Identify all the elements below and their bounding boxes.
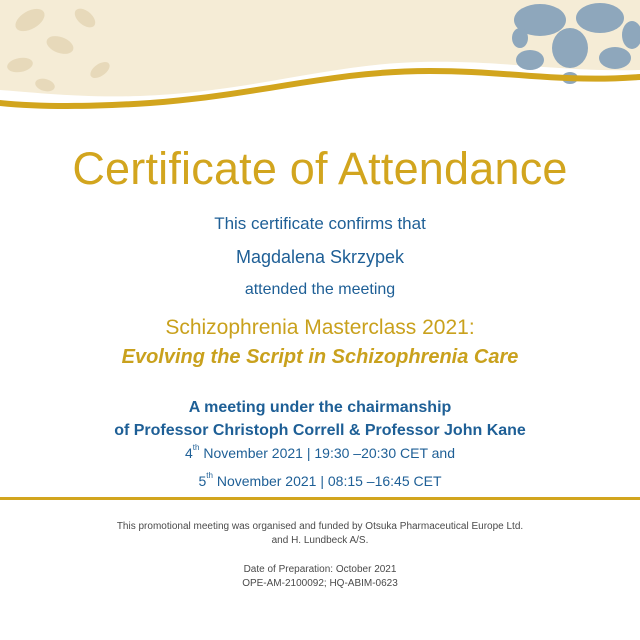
- preparation-info: [0, 563, 640, 591]
- date1-day: 4: [184, 445, 193, 461]
- funding-statement: [0, 520, 640, 548]
- date1-ordinal: th: [192, 443, 200, 452]
- funding-line-2: and H. Lundbeck A/S.: [271, 535, 369, 546]
- preparation-date: Date of Preparation: October 2021: [243, 564, 397, 575]
- chair-line-2: of Professor Christoph Correll & Professor John Kane: [114, 422, 526, 439]
- meeting-title: Schizophrenia Masterclass 2021:: [165, 316, 475, 339]
- meeting-date-2: [0, 473, 640, 489]
- date1-rest: November 2021 | 19:30 –20:30 CET and: [199, 445, 456, 461]
- date2-rest: November 2021 | 08:15 –16:45 CET: [212, 473, 442, 489]
- meeting-subtitle: Evolving the Script in Schizophrenia Care: [121, 346, 519, 368]
- certificate-title: Certificate of Attendance: [72, 143, 568, 194]
- header-decoration: [0, 0, 640, 125]
- date2-ordinal: th: [206, 471, 213, 480]
- divider-rule: [0, 497, 640, 500]
- confirm-line: This certificate confirms that: [214, 214, 426, 233]
- reference-codes: OPE-AM-2100092; HQ-ABIM-0623: [242, 578, 398, 589]
- funding-line-1: This promotional meeting was organised and funded by Otsuka Pharmaceutical Europe Ltd.: [116, 521, 524, 532]
- attended-line: attended the meeting: [244, 281, 396, 298]
- attendee-name: Magdalena Skrzypek: [235, 247, 405, 267]
- date2-day: 5: [198, 473, 207, 489]
- meeting-date-1: [0, 445, 640, 461]
- chair-line-1: A meeting under the chairmanship: [188, 399, 452, 416]
